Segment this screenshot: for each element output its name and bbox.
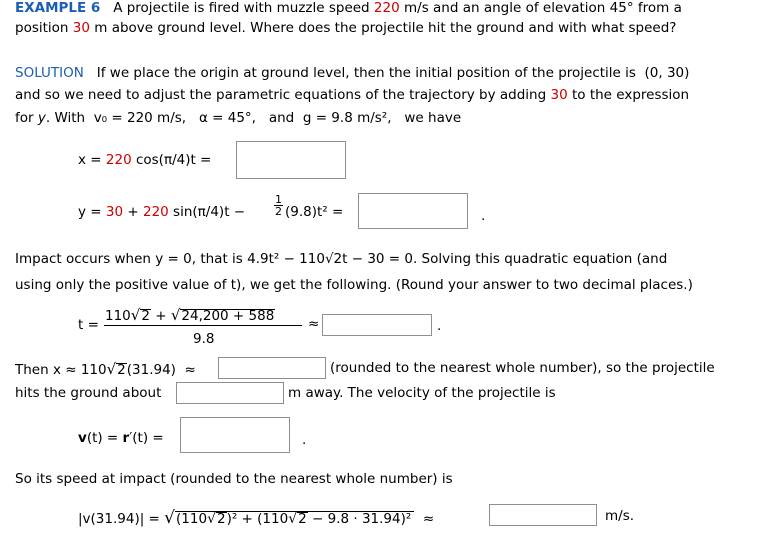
eq-text: (t) = xyxy=(86,430,123,446)
solution-text: we have xyxy=(404,110,462,126)
solution-text: and so we need to adjust the parametric equations of the trajectory by adding xyxy=(15,87,547,103)
problem-text: position xyxy=(15,20,69,36)
y-equation-tail: (9.8)t² = xyxy=(285,204,344,220)
frac-num: 1 xyxy=(275,193,282,206)
eq-text: + xyxy=(123,204,143,220)
speed-equation: |v(31.94)| = √(110√2)² + (110√2 − 9.8 · 31.94)² ≈ xyxy=(78,508,435,528)
x-equation xyxy=(78,152,211,168)
half-fraction xyxy=(274,194,283,217)
eq-text: |v(31.94)| = xyxy=(78,511,160,527)
y-coef: 220 xyxy=(142,204,169,220)
eq-text: − 9.8 · 31.94)² xyxy=(307,511,412,527)
sqrt-arg: 2 xyxy=(298,511,307,527)
y-equation xyxy=(78,204,245,220)
solution-line-1 xyxy=(15,65,689,81)
t-numerator: 110√2 + √24,200 + 588 xyxy=(105,306,275,324)
then-text: (31.94) xyxy=(126,362,176,378)
r-bold: r xyxy=(122,430,130,446)
t-lhs: t = xyxy=(78,317,99,333)
var-y: y xyxy=(37,110,46,126)
frac-den: 2 xyxy=(275,205,282,218)
problem-text: m above ground level. Where does the projectile hit the ground and with what speed? xyxy=(94,20,677,36)
problem-text: m/s and an angle of elevation 45° from a xyxy=(404,0,682,16)
impact-line-2: using only the positive value of t), we get the following. (Round your answer to two decimal places.) xyxy=(15,277,693,293)
distance-answer-input[interactable] xyxy=(176,382,284,404)
period: . xyxy=(437,318,442,334)
eq-text: (110 xyxy=(176,511,208,527)
v0-value: v₀ = 220 m/s, xyxy=(93,110,187,126)
eq-text: cos(π/4)t = xyxy=(131,152,212,168)
speed-answer-input[interactable] xyxy=(489,504,597,526)
eq-text: sin(π/4)t − xyxy=(168,204,246,220)
initial-position: (0, 30) xyxy=(644,65,690,81)
solution-text: . With xyxy=(45,110,86,126)
alpha-value: α = 45°, xyxy=(198,110,256,126)
fraction-bar xyxy=(104,325,302,326)
hits-text: hits the ground about xyxy=(15,385,162,401)
g-value: g = 9.8 m/s², xyxy=(302,110,392,126)
y-const: 30 xyxy=(105,204,124,220)
solution-label: SOLUTION xyxy=(15,65,84,81)
t-denominator: 9.8 xyxy=(193,331,215,347)
period: . xyxy=(481,208,486,224)
problem-line-2 xyxy=(15,20,676,36)
approx-symbol: ≈ xyxy=(422,511,435,527)
eq-text: )² + (110 xyxy=(226,511,289,527)
y-answer-input[interactable] xyxy=(358,193,468,229)
x-answer-input[interactable] xyxy=(236,141,346,179)
velocity-answer-input[interactable] xyxy=(180,417,290,453)
solution-line-3 xyxy=(15,110,461,126)
x-coef: 220 xyxy=(105,152,132,168)
solution-text: for xyxy=(15,110,34,126)
add-value: 30 xyxy=(550,87,568,103)
solution-text: and xyxy=(268,110,295,126)
then-text: Then x ≈ 110 xyxy=(15,362,107,378)
approx-symbol: ≈ xyxy=(184,362,196,378)
impact-line-1: Impact occurs when y = 0, that is 4.9t² − 110√2t − 30 = 0. Solving this quadratic equation (and xyxy=(15,251,668,267)
then-x-line: Then x ≈ 110√2(31.94) ≈ xyxy=(15,360,196,378)
speed-text: So its speed at impact (rounded to the nearest whole number) is xyxy=(15,471,453,487)
speed-unit: m/s. xyxy=(605,508,635,524)
speed-value: 220 xyxy=(373,0,400,16)
sqrt-arg: 2 xyxy=(216,511,226,527)
sqrt-arg: 2 xyxy=(117,362,126,378)
solution-text: to the expression xyxy=(571,87,690,103)
t-answer-input[interactable] xyxy=(322,314,432,336)
eq-text: x = xyxy=(78,152,106,168)
velocity-equation xyxy=(78,430,164,446)
problem-line-1 xyxy=(15,0,682,16)
rounded-text: (rounded to the nearest whole number), so the projectile xyxy=(330,360,715,376)
eq-text: y = xyxy=(78,204,106,220)
eq-text: ′(t) = xyxy=(129,430,164,446)
sqrt-arg: 24,200 + 588 xyxy=(181,308,275,324)
approx-symbol: ≈ xyxy=(308,316,320,332)
sqrt-arg: 2 xyxy=(141,308,150,324)
height-value: 30 xyxy=(72,20,90,36)
v-bold: v xyxy=(78,430,87,446)
x-distance-input[interactable] xyxy=(218,357,326,379)
period: . xyxy=(302,432,307,448)
maway-text: m away. The velocity of the projectile is xyxy=(288,385,556,401)
problem-text: A projectile is fired with muzzle speed xyxy=(113,0,370,16)
example-label: EXAMPLE 6 xyxy=(15,0,101,16)
solution-text: If we place the origin at ground level, then the initial position of the projectile is xyxy=(96,65,636,81)
num-text: 110 xyxy=(105,308,131,324)
solution-line-2 xyxy=(15,87,689,103)
